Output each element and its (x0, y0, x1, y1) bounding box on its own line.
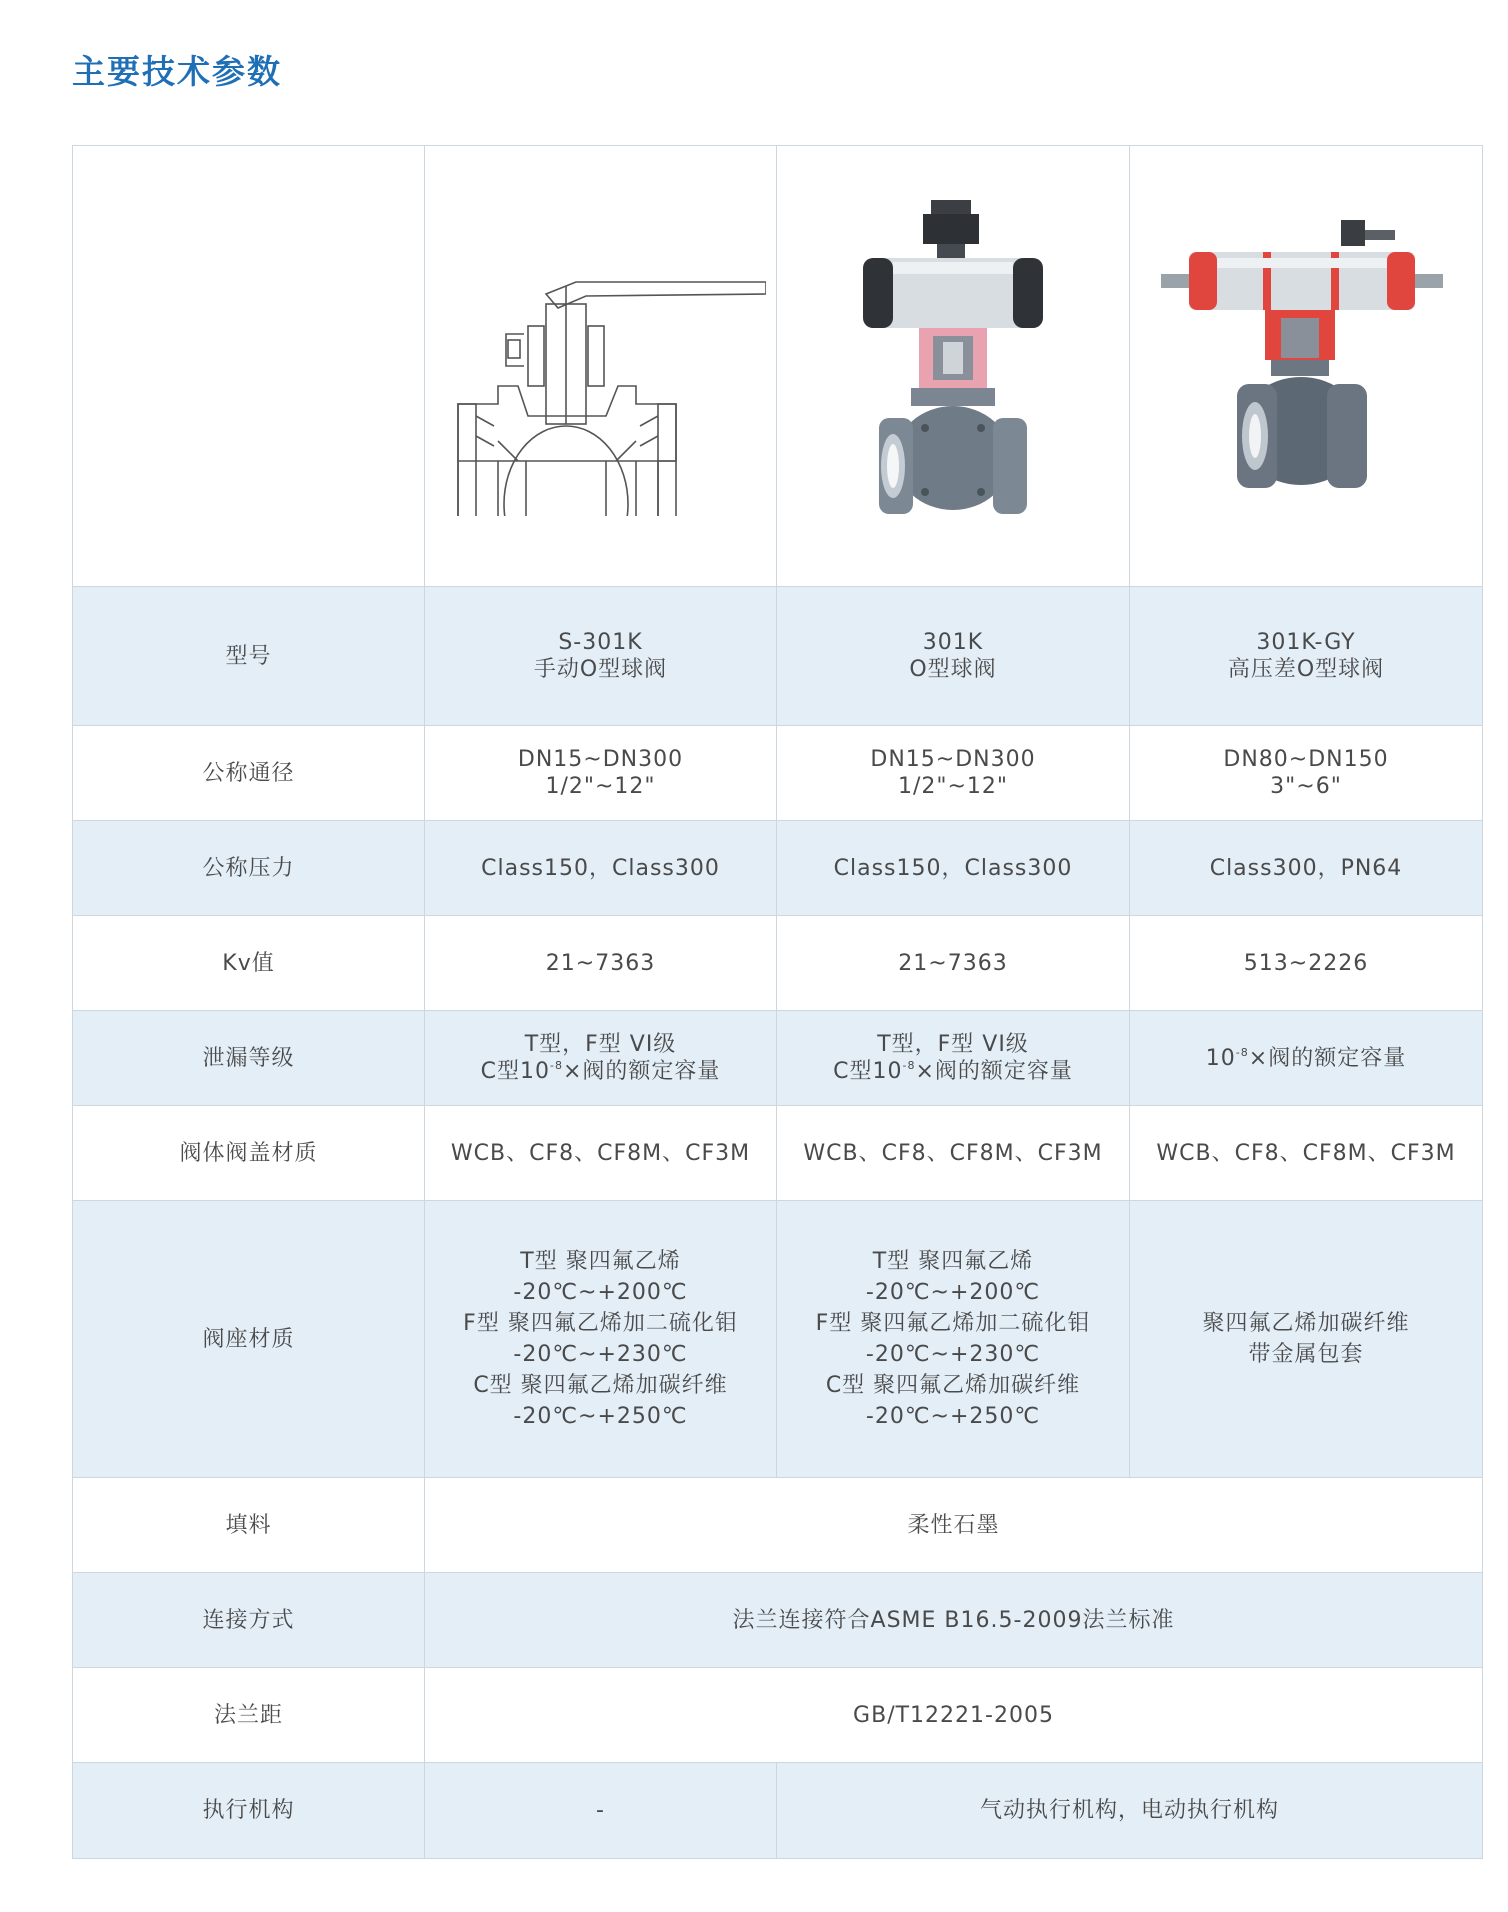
model-name-2: O型球阀 (909, 657, 997, 682)
face-to-face-cell: GB/T12221-2005 (425, 1668, 1483, 1763)
nominal-diameter-cell-3: DN80~DN150 3"~6" (1130, 726, 1483, 821)
seat-material-cell-1: T型 聚四氟乙烯 -20℃~+200℃ F型 聚四氟乙烯加二硫化钼 -20℃~+230℃ C型 聚四氟乙烯加碳纤维 -20℃~+250℃ (425, 1201, 777, 1478)
row-seat-material (73, 1201, 1483, 1478)
connection-cell: 法兰连接符合ASME B16.5-2009法兰标准 (425, 1573, 1483, 1668)
row-label-nominal-diameter: 公称通径 (73, 726, 425, 821)
nominal-pressure-cell-1: Class150，Class300 (425, 821, 777, 916)
leakage-suffix-3: ×阀的额定容量 (1248, 1045, 1407, 1071)
row-label-face-to-face: 法兰距 (73, 1668, 425, 1763)
nominal-pressure-cell-2: Class150，Class300 (777, 821, 1130, 916)
row-label-leakage: 泄漏等级 (73, 1011, 425, 1106)
row-label-actuator: 执行机构 (73, 1763, 425, 1859)
leakage-suffix-1: ×阀的额定容量 (562, 1059, 721, 1084)
leakage-line2-3 (1136, 1045, 1476, 1072)
leakage-cell-1 (425, 1011, 777, 1106)
row-label-connection: 连接方式 (73, 1573, 425, 1668)
leakage-exponent-2: -8 (902, 1059, 916, 1072)
body-material-cell-3: WCB、CF8、CF8M、CF3M (1130, 1106, 1483, 1201)
row-nominal-diameter (73, 726, 1483, 821)
page-title: 主要技术参数 (72, 52, 282, 91)
kv-cell-3: 513~2226 (1130, 916, 1483, 1011)
product-image-cell-1 (425, 146, 777, 587)
body-material-cell-2: WCB、CF8、CF8M、CF3M (777, 1106, 1130, 1201)
row-kv (73, 916, 1483, 1011)
seat-material-cell-3: 聚四氟乙烯加碳纤维 带金属包套 (1130, 1201, 1483, 1478)
model-code-2: 301K (922, 630, 984, 655)
model-name-1: 手动O型球阀 (533, 657, 668, 682)
row-leakage (73, 1011, 1483, 1106)
row-label-kv: Kv值 (73, 916, 425, 1011)
actuator-manual-cell: - (425, 1763, 777, 1859)
high-pressure-pneumatic-ball-valve-photo-icon (1141, 216, 1471, 516)
empty-header-cell (73, 146, 425, 587)
leakage-line1-1: T型，F型 VI级 (524, 1032, 677, 1057)
product-image-cell-3 (1130, 146, 1483, 587)
leakage-exponent-3: -8 (1235, 1045, 1249, 1059)
kv-cell-1: 21~7363 (425, 916, 777, 1011)
row-label-nominal-pressure: 公称压力 (73, 821, 425, 916)
row-actuator (73, 1763, 1483, 1859)
kv-cell-2: 21~7363 (777, 916, 1130, 1011)
nominal-diameter-cell-2: DN15~DN300 1/2"~12" (777, 726, 1130, 821)
product-image-cell-2 (777, 146, 1130, 587)
row-nominal-pressure (73, 821, 1483, 916)
leakage-prefix-2: C型10 (833, 1059, 903, 1084)
row-label-model: 型号 (73, 587, 425, 726)
model-code-1: S-301K (558, 630, 643, 655)
actuator-cell: 气动执行机构，电动执行机构 (777, 1763, 1483, 1859)
spec-table (72, 145, 1483, 1859)
model-cell-2 (777, 587, 1130, 726)
manual-ball-valve-drawing-icon (436, 216, 766, 516)
body-material-cell-1: WCB、CF8、CF8M、CF3M (425, 1106, 777, 1201)
model-code-3: 301K-GY (1256, 630, 1356, 655)
row-body-material (73, 1106, 1483, 1201)
leakage-cell-3 (1130, 1011, 1483, 1106)
nominal-diameter-cell-1: DN15~DN300 1/2"~12" (425, 726, 777, 821)
row-packing (73, 1478, 1483, 1573)
leakage-line1-2: T型，F型 VI级 (877, 1032, 1029, 1057)
row-model (73, 587, 1483, 726)
leakage-prefix-1: C型10 (480, 1059, 550, 1084)
leakage-exponent-1: -8 (549, 1059, 563, 1072)
model-name-3: 高压差O型球阀 (1227, 657, 1385, 682)
leakage-cell-2 (777, 1011, 1130, 1106)
seat-material-cell-2: T型 聚四氟乙烯 -20℃~+200℃ F型 聚四氟乙烯加二硫化钼 -20℃~+230℃ C型 聚四氟乙烯加碳纤维 -20℃~+250℃ (777, 1201, 1130, 1478)
row-face-to-face (73, 1668, 1483, 1763)
leakage-line2-1 (431, 1058, 770, 1085)
model-cell-1 (425, 587, 777, 726)
model-cell-3 (1130, 587, 1483, 726)
pneumatic-ball-valve-photo-icon (853, 196, 1053, 536)
nominal-pressure-cell-3: Class300，PN64 (1130, 821, 1483, 916)
leakage-prefix-3: 10 (1205, 1045, 1236, 1071)
row-connection (73, 1573, 1483, 1668)
packing-cell: 柔性石墨 (425, 1478, 1483, 1573)
leakage-line2-2 (783, 1058, 1123, 1085)
row-label-seat-material: 阀座材质 (73, 1201, 425, 1478)
image-row (73, 146, 1483, 587)
row-label-body-material: 阀体阀盖材质 (73, 1106, 425, 1201)
leakage-suffix-2: ×阀的额定容量 (915, 1059, 1073, 1084)
row-label-packing: 填料 (73, 1478, 425, 1573)
